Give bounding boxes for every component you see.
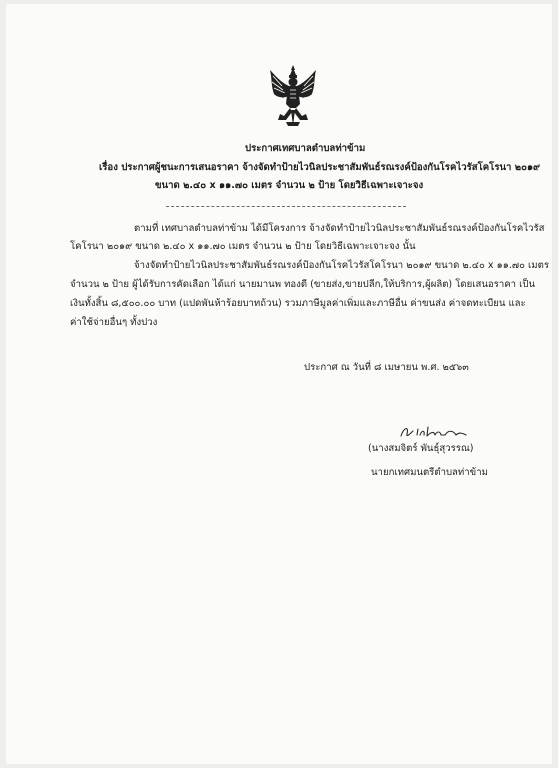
signatory-name: (นางสมจิตร์ พันธุ์สุวรรณ) (368, 443, 474, 454)
garuda-emblem-icon (268, 64, 318, 130)
subject-line-1: เรื่อง ประกาศผู้ชนะการเสนอราคา จ้างจัดทำป้ายไวนิลประชาสัมพันธ์รณรงค์ป้องกันโรคไวรัสโคโรนา ๒๐๑๙ (99, 162, 541, 173)
paragraph-2-line-3: เงินทั้งสิ้น ๘,๕๐๐.๐๐ บาท (แปดพันห้าร้อยบาทถ้วน) รวมภาษีมูลค่าเพิ่มและภาษีอื่น ค่าขนส่ง ค่าจดทะเบียน และ (70, 298, 526, 309)
handwritten-signature (398, 423, 470, 441)
divider-line (166, 206, 406, 207)
paragraph-2-line-2: จำนวน ๒ ป้าย ผู้ได้รับการคัดเลือก ได้แก่ นายมานพ ทองดี (ขายส่ง,ขายปลีก,ให้บริการ,ผู้ผลิต) โดยเสนอราคา เป็น (70, 279, 536, 290)
paragraph-1-line-1: ตามที่ เทศบาลตำบลท่าข้าม ได้มีโครงการ จ้างจัดทำป้ายไวนิลประชาสัมพันธ์รณรงค์ป้องกันโรคไวรัส (134, 223, 545, 234)
paragraph-2-line-4: ค่าใช้จ่ายอื่นๆ ทั้งปวง (70, 317, 158, 328)
subject-line-2: ขนาด ๒.๔๐ x ๑๑.๗๐ เมตร จำนวน ๒ ป้าย โดยวิธีเฉพาะเจาะจง (155, 180, 424, 191)
issuing-organization: ประกาศเทศบาลตำบลท่าข้าม (245, 143, 366, 154)
document-page (6, 4, 552, 764)
paragraph-2-line-1: จ้างจัดทำป้ายไวนิลประชาสัมพันธ์รณรงค์ป้องกันโรคไวรัสโคโรนา ๒๐๑๙ ขนาด ๒.๔๐ x ๑๑.๗๐ เมตร (134, 260, 549, 271)
paragraph-1-line-2: โคโรนา ๒๐๑๙ ขนาด ๒.๔๐ x ๑๑.๗๐ เมตร จำนวน ๒ ป้าย โดยวิธีเฉพาะเจาะจง นั้น (70, 241, 416, 252)
announcement-date: ประกาศ ณ วันที่ ๘ เมษายน พ.ศ. ๒๕๖๓ (304, 362, 469, 373)
signatory-position: นายกเทศมนตรีตำบลท่าข้าม (371, 467, 488, 478)
